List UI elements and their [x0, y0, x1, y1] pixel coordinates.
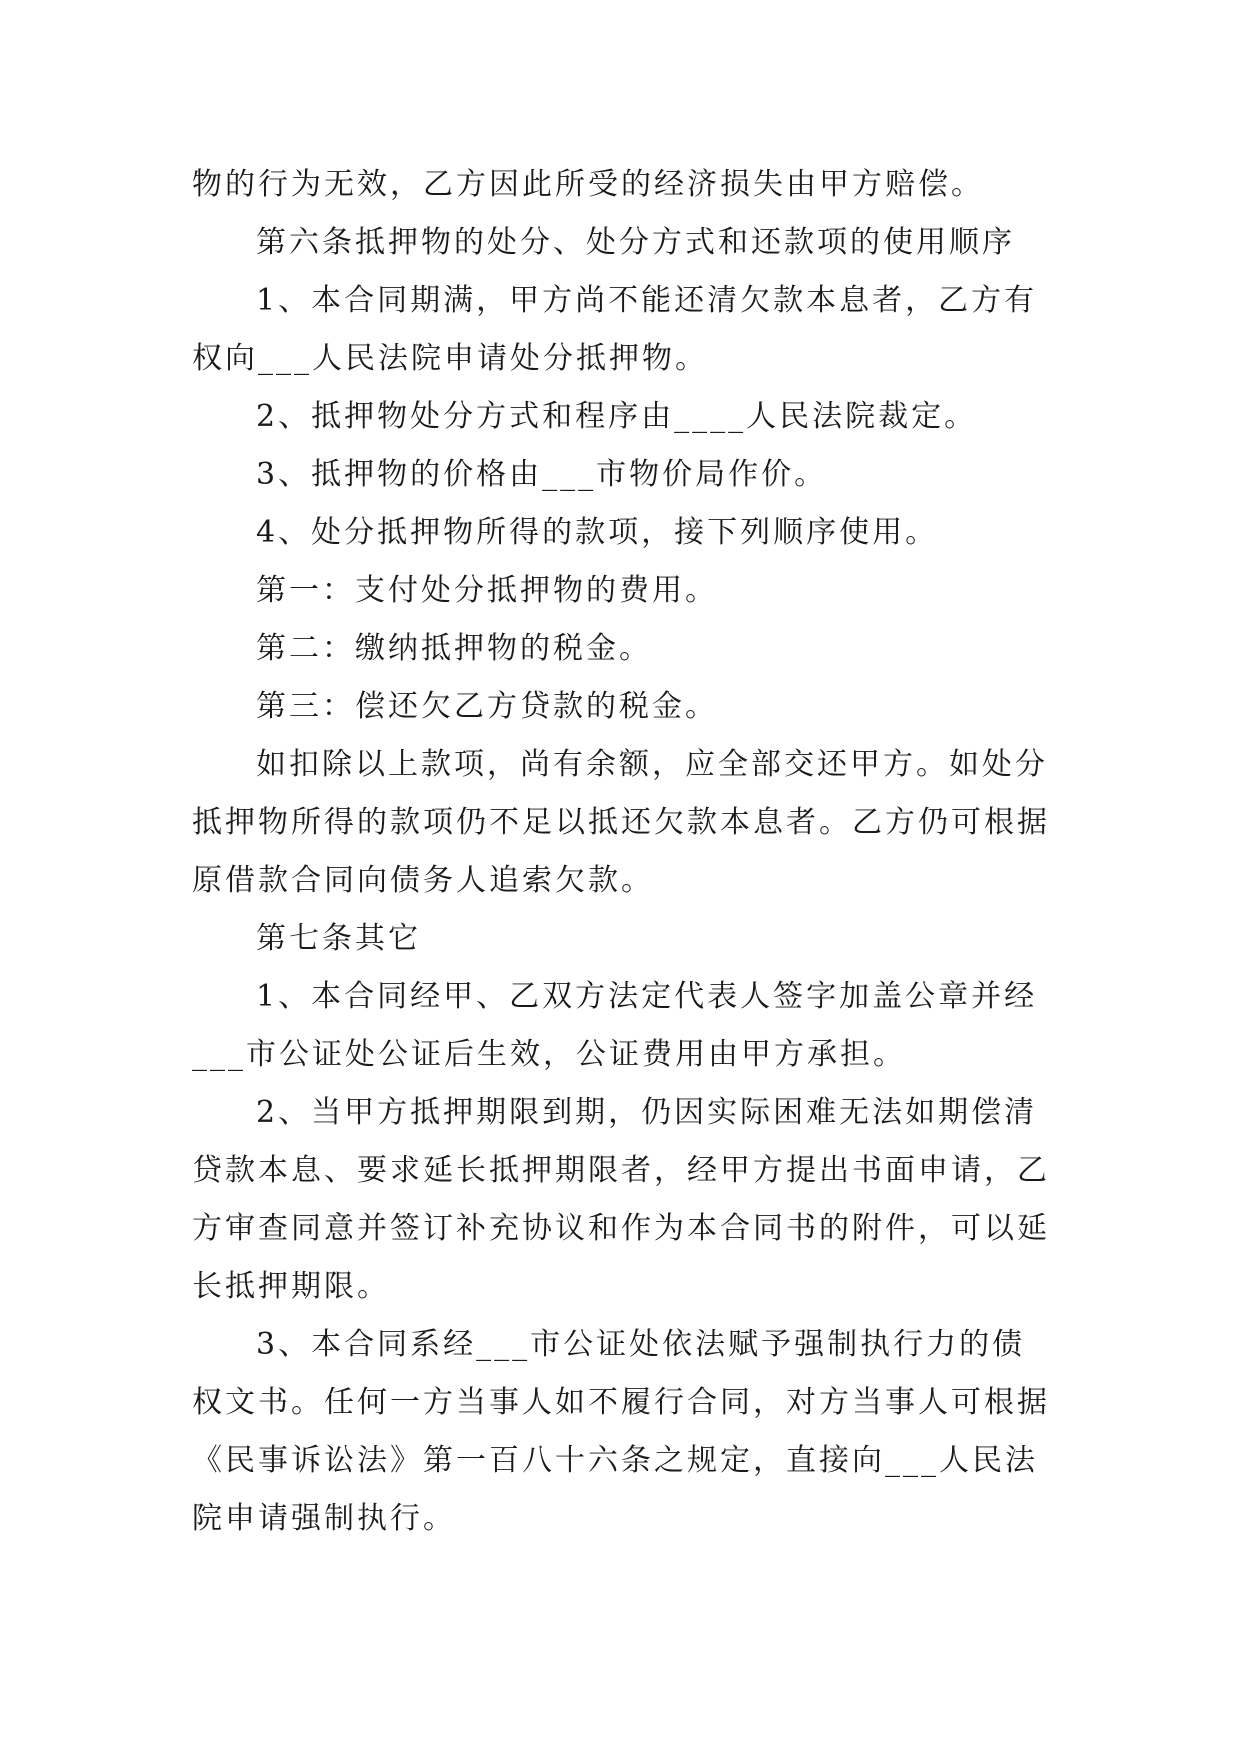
article-7-clause-3: 3、本合同系经___市公证处依法赋予强制执行力的债权文书。任何一方当事人如不履行合同，对方当事人可根据《民事诉讼法》第一百八十六条之规定，直接向___人民法院申请强制执行。 — [192, 1327, 1050, 1536]
article-6-clause-4: 4、处分抵押物所得的款项，接下列顺序使用。 — [256, 515, 939, 550]
order-item-3: 第三：偿还欠乙方贷款的税金。 — [256, 689, 718, 724]
order-item-2: 第二：缴纳抵押物的税金。 — [256, 631, 652, 666]
order-item-1: 第一：支付处分抵押物的费用。 — [256, 573, 718, 608]
contract-text — [192, 156, 1052, 1548]
article-6-clause-3: 3、抵押物的价格由___市物价局作价。 — [256, 457, 828, 492]
article-7-clause-2: 2、当甲方抵押期限到期，仍因实际困难无法如期偿清贷款本息、要求延长抵押期限者，经甲方提出书面申请，乙方审查同意并签订补充协议和作为本合同书的附件，可以延长抵押期限。 — [192, 1095, 1050, 1304]
article-6-clause-1: 1、本合同期满，甲方尚不能还清欠款本息者，乙方有权向___人民法院申请处分抵押物。 — [192, 283, 1038, 376]
article-7-heading: 第七条其它 — [256, 921, 421, 956]
balance-paragraph: 如扣除以上款项，尚有余额，应全部交还甲方。如处分抵押物所得的款项仍不足以抵还欠款本息者。乙方仍可根据原借款合同向债务人追索欠款。 — [192, 747, 1050, 898]
paragraph-continuation: 物的行为无效，乙方因此所受的经济损失由甲方赔偿。 — [192, 167, 984, 202]
article-7-clause-1: 1、本合同经甲、乙双方法定代表人签字加盖公章并经___市公证处公证后生效，公证费用由甲方承担。 — [192, 979, 1038, 1072]
article-6-heading: 第六条抵押物的处分、处分方式和还款项的使用顺序 — [256, 225, 1015, 260]
article-6-clause-2: 2、抵押物处分方式和程序由____人民法院裁定。 — [256, 399, 978, 434]
